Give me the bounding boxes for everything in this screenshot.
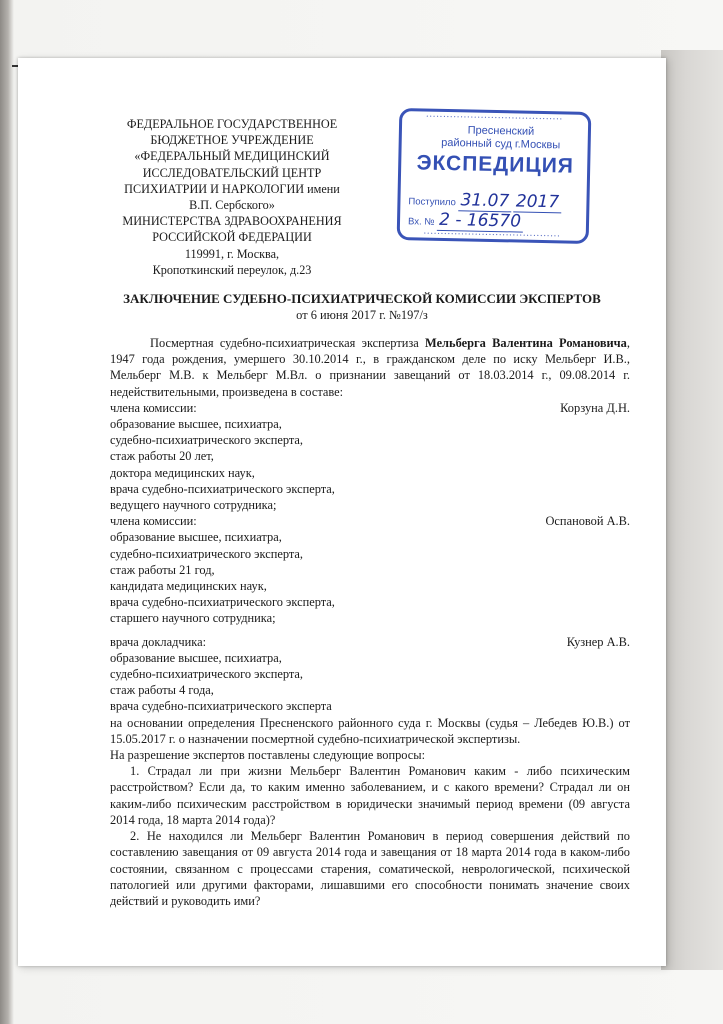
stamp-court-line: Пресненский	[467, 124, 535, 138]
member-detail: кандидата медицинских наук,	[110, 579, 267, 594]
commission-member	[110, 513, 630, 529]
member-role: члена комиссии:	[110, 514, 197, 529]
org-line: ПСИХИАТРИИ И НАРКОЛОГИИ имени	[124, 181, 340, 196]
intro-paragraph	[110, 335, 630, 400]
question-item	[110, 763, 630, 828]
member-name: Корзуна Д.Н.	[560, 400, 630, 415]
org-line: БЮДЖЕТНОЕ УЧРЕЖДЕНИЕ	[150, 133, 314, 148]
stamp-title: ЭКСПЕДИЦИЯ	[416, 151, 575, 178]
stamp-received-date: 31.07	[458, 190, 511, 212]
member-detail: врача судебно-психиатрического эксперта	[110, 699, 332, 714]
member-detail: стаж работы 21 год,	[110, 562, 215, 577]
basis-paragraph: на основании определения Пресненского районного суда г. Москвы (судья – Лебедев Ю.В.) от 15.05.2017 г. о назначении посмертной судебно-психиатрической экспертизы.	[110, 715, 630, 746]
question-number: 2.	[130, 829, 140, 844]
org-line: ИССЛЕДОВАТЕЛЬСКИЙ ЦЕНТР	[142, 165, 322, 180]
commission-member	[110, 634, 630, 650]
page-edge-shadow	[661, 50, 723, 970]
member-detail: образование высшее, психиатра,	[110, 417, 282, 432]
commission-member	[110, 400, 630, 416]
stamp-number-row	[408, 209, 523, 232]
org-line: Кропоткинский переулок, д.23	[152, 262, 312, 277]
member-detail: судебно-психиатрического эксперта,	[110, 433, 304, 448]
question-item	[110, 828, 630, 909]
org-line: МИНИСТЕРСТВА ЗДРАВООХРАНЕНИЯ	[122, 214, 342, 229]
member-name: Оспановой А.В.	[545, 514, 630, 529]
spacer	[110, 627, 630, 634]
member-detail: врача судебно-психиатрического эксперта,	[110, 595, 335, 610]
org-line: РОССИЙСКОЙ ФЕДЕРАЦИИ	[152, 230, 312, 245]
member-detail: судебно-психиатрического эксперта,	[110, 667, 304, 682]
member-name: Кузнер А.В.	[566, 634, 630, 649]
intro-start: Посмертная судебно-психиатрическая экспертиза	[150, 336, 426, 350]
org-line: В.П. Сербского»	[189, 198, 275, 213]
subject-name: Мельберга Валентина Романовича	[425, 336, 627, 350]
member-detail: стаж работы 4 года,	[110, 683, 214, 698]
question-number: 1.	[130, 764, 140, 779]
organization-header	[108, 116, 356, 278]
member-detail: старшего научного сотрудника;	[110, 611, 276, 626]
member-role: врача докладчика:	[110, 634, 207, 649]
intro-rest: , 1947 года рождения, умершего 30.10.2014 г., в гражданском деле по иску Мельберг И.В., Мельберг М.В. к Мельберг М.Вл. о признании завещаний от 18.03.2014 г., 09.08.2014 г. недействительными, произведена в составе:	[110, 336, 630, 399]
court-stamp	[397, 108, 592, 244]
member-detail: доктора медицинских наук,	[110, 465, 255, 480]
stamp-received-year: 2017	[514, 191, 562, 213]
document-subtitle: от 6 июня 2017 г. №197/з	[296, 308, 428, 322]
member-detail: стаж работы 20 лет,	[110, 449, 214, 464]
stamp-number-value: 2 - 16570	[437, 210, 523, 233]
member-detail: судебно-психиатрического эксперта,	[110, 546, 304, 561]
stamp-court-name	[436, 124, 567, 153]
member-role: члена комиссии:	[110, 400, 197, 415]
stamp-received-label: Поступило	[408, 196, 457, 209]
member-detail: образование высшее, психиатра,	[110, 650, 282, 665]
document-body	[110, 335, 630, 909]
member-detail: образование высшее, психиатра,	[110, 530, 282, 545]
member-detail: ведущего научного сотрудника;	[110, 498, 277, 513]
org-line: «ФЕДЕРАЛЬНЫЙ МЕДИЦИНСКИЙ	[134, 149, 330, 164]
stamp-court-line: районный суд г.Москвы	[441, 136, 561, 152]
org-line: 119991, г. Москва,	[184, 246, 280, 261]
question-text: Не находился ли Мельберг Валентин Романович в период совершения действий по составлению завещания от 09 августа 2014 года и завещания от 18 марта 2014 года в каком-либо состоянии, связанном с процессами старения, соматической, неврологической, психической патологией или другими факторами, лишавшими его способности понимать значение своих действий и руководить ими?	[110, 829, 630, 908]
member-detail: врача судебно-психиатрического эксперта,	[110, 481, 335, 496]
stamp-border-text: • • • • • • • • • • • • • • • • • • • • • • • • • • • • • • • • • • • • • • • •	[423, 230, 560, 239]
document-title: ЗАКЛЮЧЕНИЕ СУДЕБНО-ПСИХИАТРИЧЕСКОЙ КОМИССИИ ЭКСПЕРТОВ	[123, 291, 601, 306]
questions-intro: На разрешение экспертов поставлены следующие вопросы:	[110, 748, 426, 763]
question-text: Страдал ли при жизни Мельберг Валентин Романович каким - либо психическим расстройством? Если да, то каким именно заболеванием, и с какого времени? Страдал ли он каким-либо психическим расстройством в юридически значимый период времени (09 августа 2014 года, 18 марта 2014 года)?	[110, 764, 630, 827]
stamp-border-text: • • • • • • • • • • • • • • • • • • • • • • • • • • • • • • • • • • • • • • • •	[426, 113, 562, 122]
stamp-number-label: Вх. №	[407, 216, 435, 228]
org-line: ФЕДЕРАЛЬНОЕ ГОСУДАРСТВЕННОЕ	[126, 117, 338, 131]
